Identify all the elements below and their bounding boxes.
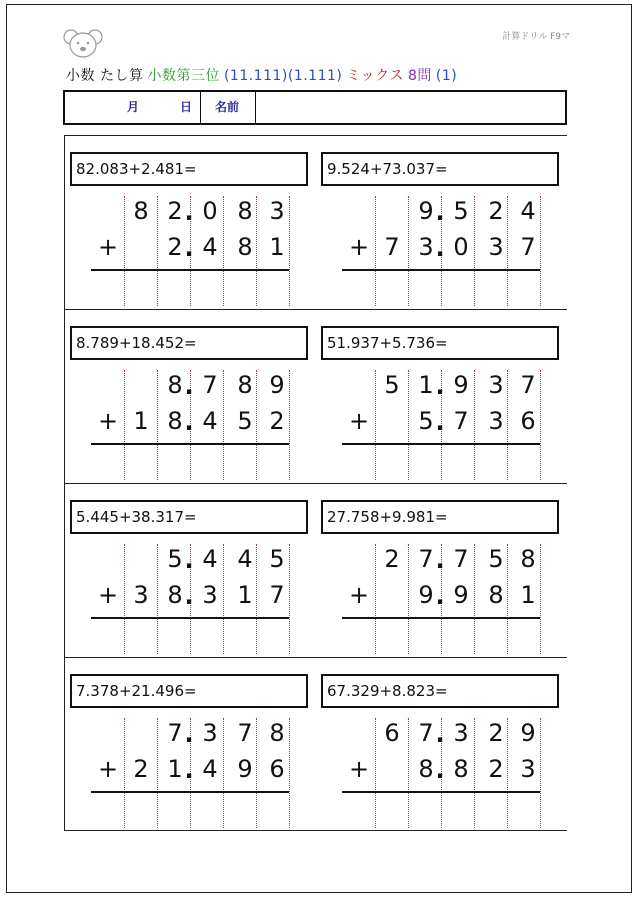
title-part: (1): [435, 68, 458, 84]
digit: 5: [269, 545, 285, 573]
decimal-point: .: [184, 372, 194, 400]
digit: 5: [237, 407, 253, 435]
sum-line: [91, 791, 289, 793]
title-part: 小数 たし算: [66, 68, 144, 84]
problem-3: [64, 314, 314, 484]
name-date-box: [63, 90, 567, 125]
decimal-point: .: [435, 198, 445, 226]
digit-column-guide: [124, 544, 125, 654]
plus-sign: +: [97, 581, 119, 609]
decimal-point: .: [184, 408, 194, 436]
digit: 1: [418, 371, 434, 399]
digit-column-guide: [124, 196, 125, 306]
digit-column-guide: [375, 196, 376, 306]
problem-expression: 5.445+38.317=: [70, 500, 308, 534]
digit: 5: [453, 197, 469, 225]
digit: 8: [167, 407, 183, 435]
digit-column-guide: [375, 370, 376, 480]
digit: 4: [202, 233, 218, 261]
digit: 3: [418, 233, 434, 261]
digit: 4: [237, 545, 253, 573]
digit: 7: [167, 719, 183, 747]
digit: 8: [167, 371, 183, 399]
digit: 2: [488, 755, 504, 783]
digit: 8: [237, 371, 253, 399]
digit: 7: [520, 233, 536, 261]
decimal-point: .: [184, 234, 194, 262]
digit: 5: [488, 545, 504, 573]
digit-column-guide: [408, 718, 409, 828]
digit: 9: [418, 581, 434, 609]
problem-4: [315, 314, 565, 484]
name-label: 名前: [215, 100, 240, 114]
digit: 8: [418, 755, 434, 783]
digit: 0: [202, 197, 218, 225]
digit: 3: [520, 755, 536, 783]
digit-column-guide: [375, 544, 376, 654]
digit: 3: [488, 371, 504, 399]
digit-column-guide: [157, 196, 158, 306]
decimal-point: .: [435, 234, 445, 262]
digit: 6: [520, 407, 536, 435]
plus-sign: +: [97, 755, 119, 783]
digit: 7: [384, 233, 400, 261]
digit: 7: [269, 581, 285, 609]
digit: 8: [520, 545, 536, 573]
digit-column-guide: [157, 544, 158, 654]
digit: 2: [133, 755, 149, 783]
digit: 7: [237, 719, 253, 747]
digit: 7: [453, 407, 469, 435]
month-label: 月: [127, 100, 140, 114]
digit-column-guide: [375, 718, 376, 828]
digit: 5: [167, 545, 183, 573]
digit-column-guide: [124, 370, 125, 480]
digit: 9: [520, 719, 536, 747]
digit: 7: [202, 371, 218, 399]
decimal-point: .: [435, 582, 445, 610]
digit: 3: [269, 197, 285, 225]
day-label: 日: [180, 100, 193, 114]
digit: 3: [133, 581, 149, 609]
brand-label: 計算ドリル F9マ: [502, 32, 570, 42]
digit: 1: [133, 407, 149, 435]
decimal-point: .: [184, 546, 194, 574]
problem-7: [64, 662, 314, 832]
problem-1: [64, 140, 314, 310]
digit: 5: [418, 407, 434, 435]
title-part: (11.111)(1.111): [223, 68, 343, 84]
koala-icon: [63, 28, 103, 58]
problem-expression: 51.937+5.736=: [321, 326, 559, 360]
sum-line: [342, 617, 540, 619]
digit: 1: [520, 581, 536, 609]
digit: 8: [237, 197, 253, 225]
digit: 1: [237, 581, 253, 609]
digit: 9: [453, 581, 469, 609]
digit-column-guide: [408, 196, 409, 306]
decimal-point: .: [184, 198, 194, 226]
plus-sign: +: [348, 755, 370, 783]
digit: 2: [167, 197, 183, 225]
digit: 2: [269, 407, 285, 435]
digit: 7: [520, 371, 536, 399]
problem-expression: 67.329+8.823=: [321, 674, 559, 708]
digit: 8: [167, 581, 183, 609]
title-part: 8問: [407, 68, 432, 84]
digit-column-guide: [124, 718, 125, 828]
digit: 7: [418, 545, 434, 573]
digit: 2: [488, 719, 504, 747]
problem-expression: 82.083+2.481=: [70, 152, 308, 186]
problem-expression: 8.789+18.452=: [70, 326, 308, 360]
digit: 4: [202, 407, 218, 435]
sum-line: [91, 443, 289, 445]
digit: 9: [269, 371, 285, 399]
digit: 3: [202, 581, 218, 609]
digit-column-guide: [408, 370, 409, 480]
decimal-point: .: [184, 720, 194, 748]
digit: 4: [202, 545, 218, 573]
problem-8: [315, 662, 565, 832]
plus-sign: +: [97, 233, 119, 261]
decimal-point: .: [435, 408, 445, 436]
digit: 1: [167, 755, 183, 783]
digit: 6: [269, 755, 285, 783]
sum-line: [342, 269, 540, 271]
decimal-point: .: [435, 756, 445, 784]
title-part: 小数第三位: [147, 68, 220, 84]
digit: 6: [384, 719, 400, 747]
digit: 2: [167, 233, 183, 261]
digit: 9: [237, 755, 253, 783]
digit: 2: [488, 197, 504, 225]
problem-2: [315, 140, 565, 310]
sum-line: [91, 617, 289, 619]
plus-sign: +: [348, 407, 370, 435]
digit: 9: [453, 371, 469, 399]
digit: 5: [384, 371, 400, 399]
digit: 4: [520, 197, 536, 225]
digit: 8: [133, 197, 149, 225]
digit-column-guide: [157, 718, 158, 828]
digit: 8: [488, 581, 504, 609]
digit: 7: [418, 719, 434, 747]
digit-column-guide: [157, 370, 158, 480]
decimal-point: .: [435, 546, 445, 574]
problem-expression: 9.524+73.037=: [321, 152, 559, 186]
digit: 3: [488, 407, 504, 435]
decimal-point: .: [435, 720, 445, 748]
plus-sign: +: [348, 581, 370, 609]
digit: 3: [202, 719, 218, 747]
plus-sign: +: [348, 233, 370, 261]
decimal-point: .: [184, 582, 194, 610]
digit: 7: [453, 545, 469, 573]
digit: 8: [269, 719, 285, 747]
decimal-point: .: [435, 372, 445, 400]
digit: 8: [237, 233, 253, 261]
digit: 1: [269, 233, 285, 261]
problem-expression: 27.758+9.981=: [321, 500, 559, 534]
digit: 3: [453, 719, 469, 747]
problem-6: [315, 488, 565, 658]
sum-line: [91, 269, 289, 271]
sum-line: [342, 791, 540, 793]
digit-column-guide: [408, 544, 409, 654]
digit: 3: [488, 233, 504, 261]
digit: 0: [453, 233, 469, 261]
problem-5: [64, 488, 314, 658]
decimal-point: .: [184, 756, 194, 784]
sum-line: [342, 443, 540, 445]
title-part: ミックス: [346, 68, 404, 84]
plus-sign: +: [97, 407, 119, 435]
digit: 8: [453, 755, 469, 783]
worksheet-title: [66, 65, 461, 85]
digit: 4: [202, 755, 218, 783]
digit: 2: [384, 545, 400, 573]
digit: 9: [418, 197, 434, 225]
problem-expression: 7.378+21.496=: [70, 674, 308, 708]
